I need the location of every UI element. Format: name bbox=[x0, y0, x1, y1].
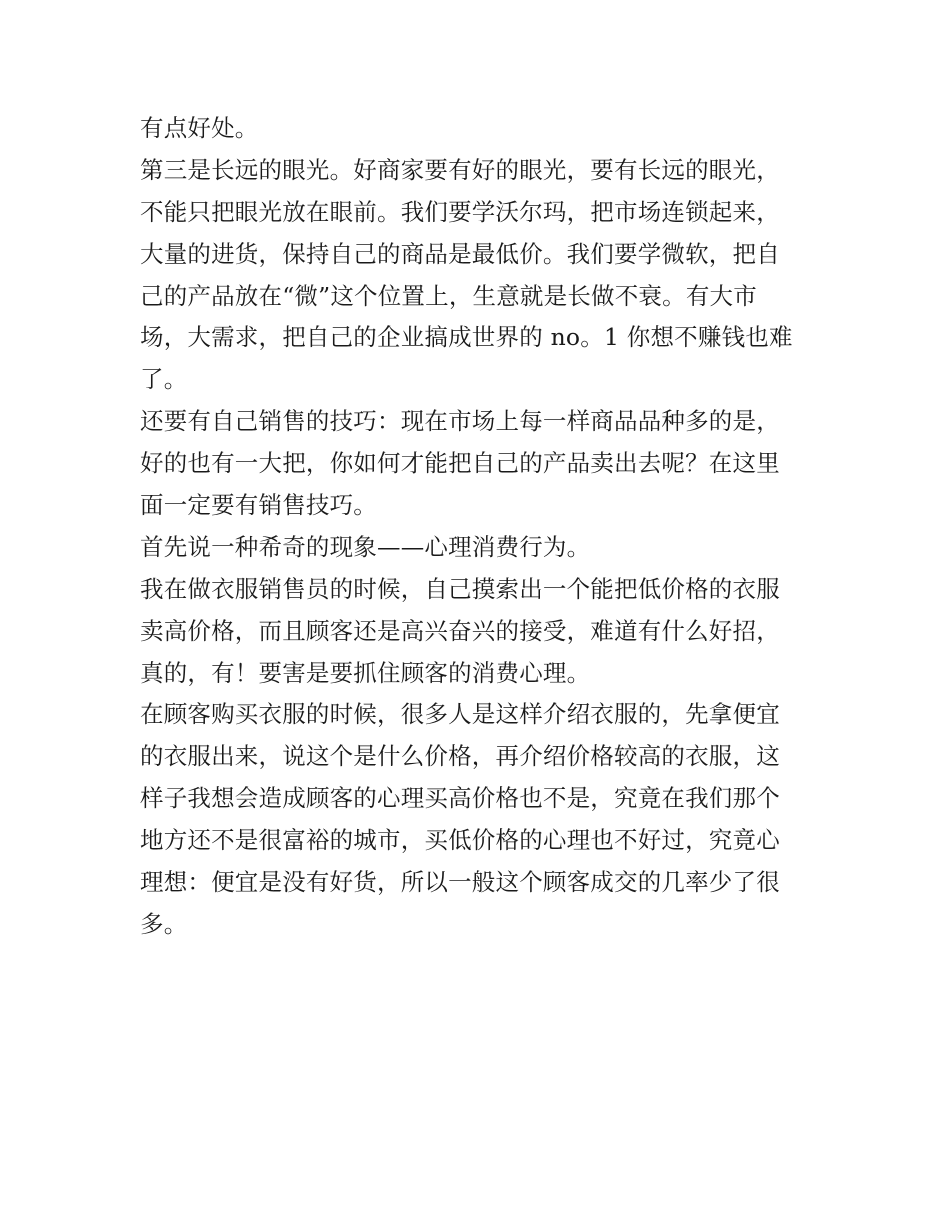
text-line: 第三是长远的眼光。好商家要有好的眼光，要有长远的眼光， bbox=[140, 155, 780, 184]
text-line: 大量的进货，保持自己的商品是最低价。我们要学微软，把自 bbox=[140, 239, 780, 268]
text-line: 的衣服出来，说这个是什么价格，再介绍价格较高的衣服，这 bbox=[140, 742, 780, 771]
text-line: 了。 bbox=[140, 365, 188, 394]
text-line: 还要有自己销售的技巧：现在市场上每一样商品品种多的是， bbox=[140, 407, 780, 436]
text-line: 样子我想会造成顾客的心理买高价格也不是，究竟在我们那个 bbox=[140, 784, 780, 813]
text-line: 地方还不是很富裕的城市，买低价格的心理也不好过，究竟心 bbox=[140, 826, 780, 855]
text-line: 真的，有！要害是要抓住顾客的消费心理。 bbox=[140, 658, 591, 687]
text-line: 面一定要有销售技巧。 bbox=[140, 491, 377, 520]
text-line: 不能只把眼光放在眼前。我们要学沃尔玛，把市场连锁起来， bbox=[140, 197, 780, 226]
text-line: 好的也有一大把，你如何才能把自己的产品卖出去呢？在这里 bbox=[140, 449, 780, 478]
document-body bbox=[140, 108, 820, 946]
text-line: 理想：便宜是没有好货，所以一般这个顾客成交的几率少了很 bbox=[140, 868, 780, 897]
text-line: 有点好处。 bbox=[140, 114, 259, 142]
text-line: 首先说一种希奇的现象——心理消费行为。 bbox=[140, 532, 591, 561]
text-line: 卖高价格，而且顾客还是高兴奋兴的接受，难道有什么好招， bbox=[140, 616, 780, 645]
text-line: 己的产品放在“微”这个位置上，生意就是长做不衰。有大市 bbox=[140, 281, 757, 310]
text-line: 多。 bbox=[140, 909, 188, 938]
text-line: 在顾客购买衣服的时候，很多人是这样介绍衣服的，先拿便宜 bbox=[140, 700, 780, 729]
text-line: 我在做衣服销售员的时候，自己摸索出一个能把低价格的衣服 bbox=[140, 574, 780, 603]
text-line: 场，大需求，把自己的企业搞成世界的 no。1 你想不赚钱也难 bbox=[140, 323, 793, 352]
